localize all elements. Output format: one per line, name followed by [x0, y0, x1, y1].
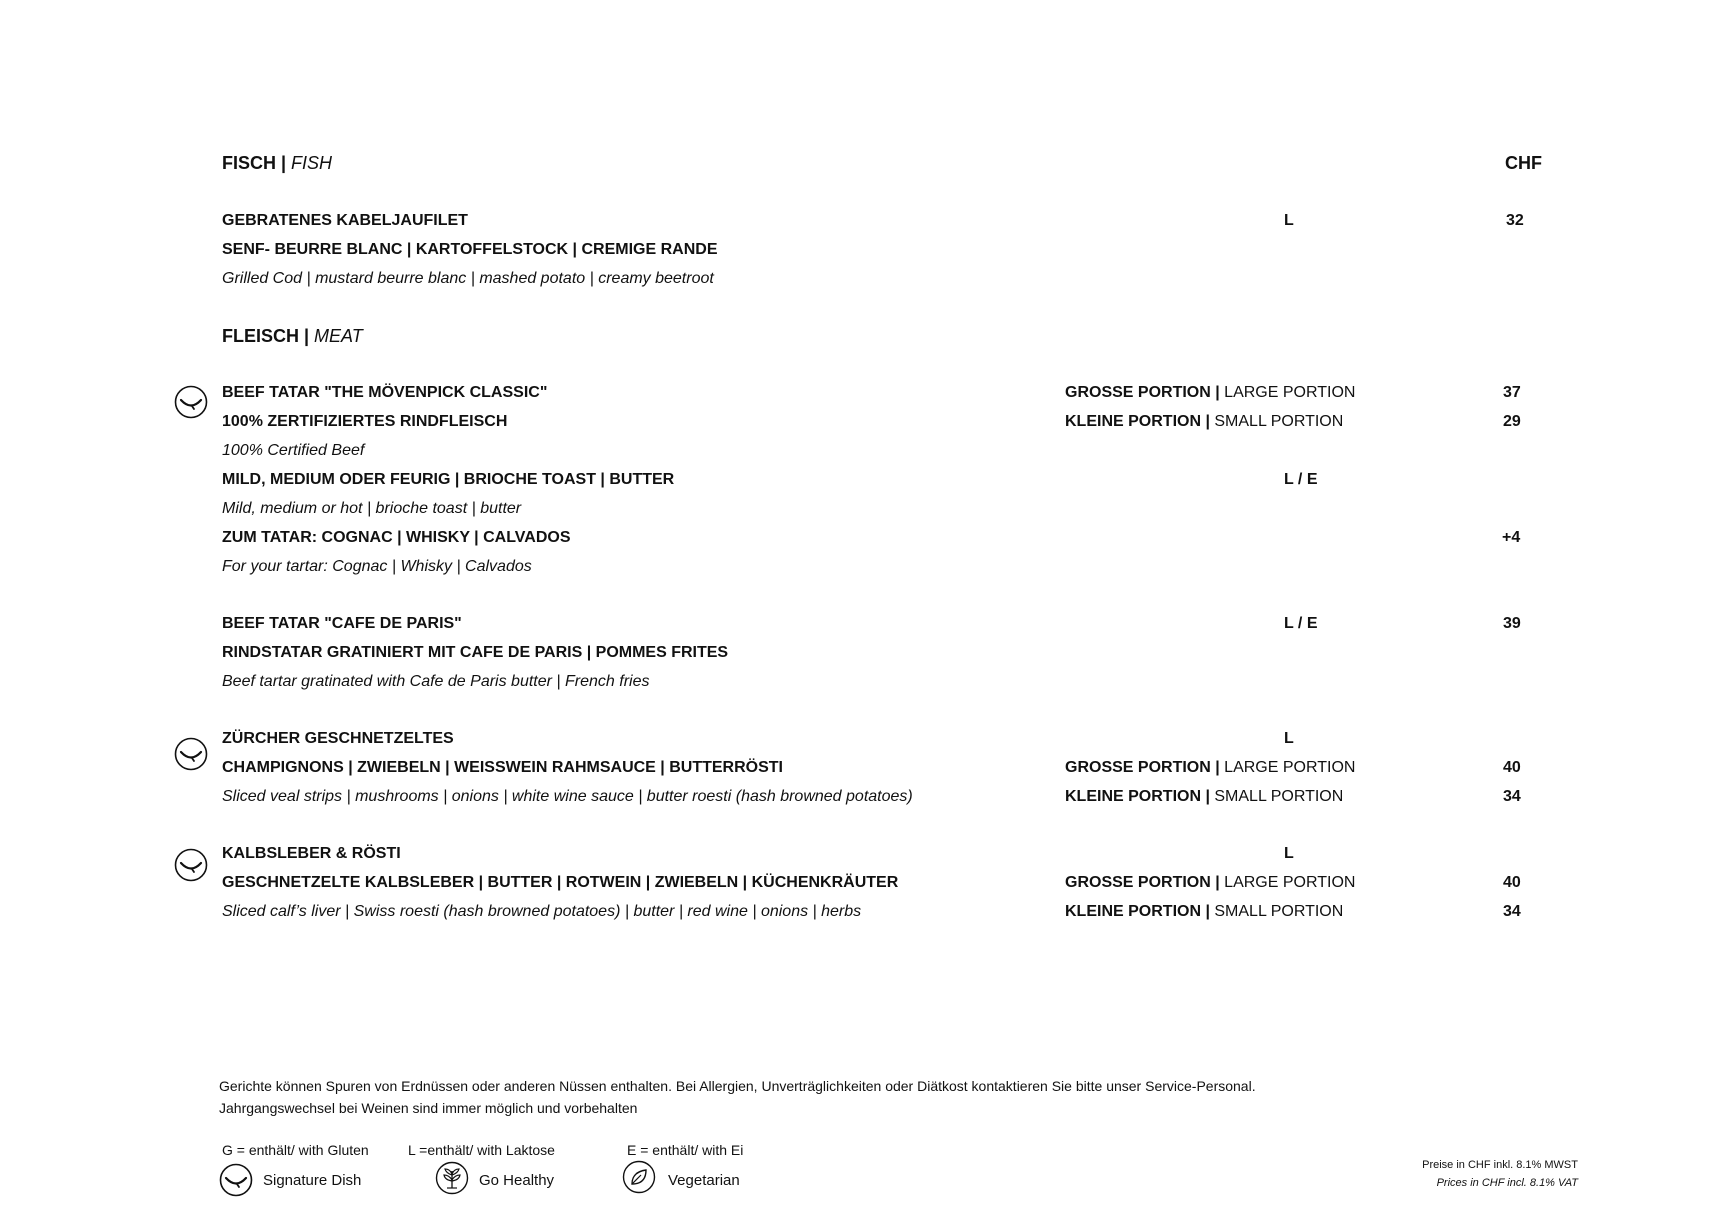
tatar-line3: 100% Certified Beef	[222, 442, 365, 459]
liver-line3: Sliced calf’s liver | Swiss roesti (hash browned potatoes) | butter | red wine | onions | herbs	[222, 903, 862, 920]
section-title-meat	[222, 325, 363, 347]
zurich-line2: CHAMPIGNONS | ZWIEBELN | WEISSWEIN RAHMSAUCE | BUTTERRÖSTI	[222, 759, 783, 776]
zurich-large-portion	[1065, 758, 1355, 778]
tatar-large-portion-de: GROSSE PORTION |	[1065, 384, 1225, 401]
section-title-fish-en: FISH	[291, 153, 333, 173]
tatar-large-portion	[1065, 383, 1355, 403]
paris-title: BEEF TATAR "CAFE DE PARIS"	[222, 615, 462, 632]
paris-allergen: L / E	[1284, 615, 1318, 632]
legend-signature-label: Signature Dish	[263, 1172, 362, 1189]
cod-allergen: L	[1284, 212, 1294, 229]
legend-vegetarian-label: Vegetarian	[668, 1172, 740, 1189]
tatar-line5: Mild, medium or hot | brioche toast | butter	[222, 500, 522, 517]
tatar-price-small: 29	[1503, 413, 1521, 430]
tatar-small-portion	[1065, 412, 1343, 432]
liver-price-small: 34	[1503, 903, 1521, 920]
section-title-meat-en: MEAT	[314, 326, 363, 346]
zurich-allergen: L	[1284, 730, 1294, 747]
liver-large-portion	[1065, 873, 1355, 893]
tatar-line6: ZUM TATAR: COGNAC | WHISKY | CALVADOS	[222, 529, 571, 546]
zurich-small-portion-de: KLEINE PORTION |	[1065, 788, 1215, 805]
zurich-large-portion-en: LARGE PORTION	[1224, 759, 1356, 776]
tatar-line7: For your tartar: Cognac | Whisky | Calvados	[222, 558, 532, 575]
tatar-line2: 100% ZERTIFIZIERTES RINDFLEISCH	[222, 413, 508, 430]
cod-desc-en: Grilled Cod | mustard beurre blanc | mashed potato | creamy beetroot	[222, 270, 714, 287]
tatar-allergen: L / E	[1284, 471, 1318, 488]
legend-lactose: L =enthält/ with Laktose	[408, 1142, 555, 1158]
liver-line2: GESCHNETZELTE KALBSLEBER | BUTTER | ROTWEIN | ZWIEBELN | KÜCHENKRÄUTER	[222, 874, 899, 891]
tatar-price-large: 37	[1503, 384, 1521, 401]
liver-large-portion-de: GROSSE PORTION |	[1065, 874, 1225, 891]
signature-dish-icon	[174, 848, 208, 882]
legend-egg: E = enthält/ with Ei	[627, 1142, 744, 1158]
zurich-price-large: 40	[1503, 759, 1521, 776]
legend-healthy-label: Go Healthy	[479, 1172, 555, 1189]
zurich-line3: Sliced veal strips | mushrooms | onions | white wine sauce | butter roesti (hash browned potatoes)	[222, 788, 913, 805]
liver-price-large: 40	[1503, 874, 1521, 891]
paris-line2: RINDSTATAR GRATINIERT MIT CAFE DE PARIS | POMMES FRITES	[222, 644, 729, 661]
zurich-title: ZÜRCHER GESCHNETZELTES	[222, 730, 454, 747]
vat-note-en: Prices in CHF incl. 8.1% VAT	[1436, 1177, 1578, 1189]
tatar-small-portion-en: SMALL PORTION	[1214, 413, 1344, 430]
signature-dish-icon	[219, 1163, 253, 1197]
paris-line3: Beef tartar gratinated with Cafe de Paris butter | French fries	[222, 673, 650, 690]
section-title-meat-de: FLEISCH |	[222, 326, 315, 346]
liver-title: KALBSLEBER & RÖSTI	[222, 845, 401, 862]
footer-note-allergy: Gerichte können Spuren von Erdnüssen oder anderen Nüssen enthalten. Bei Allergien, Unverträglichkeiten oder Diätkost kontaktieren Sie bitte unser Service-Personal.	[219, 1078, 1256, 1094]
tatar-large-portion-en: LARGE PORTION	[1224, 384, 1356, 401]
section-title-fish-de: FISCH |	[222, 153, 292, 173]
paris-price: 39	[1503, 615, 1521, 632]
section-title-fish	[222, 152, 332, 174]
liver-small-portion-en: SMALL PORTION	[1214, 903, 1344, 920]
cod-title: GEBRATENES KABELJAUFILET	[222, 212, 468, 229]
zurich-price-small: 34	[1503, 788, 1521, 805]
go-healthy-icon	[435, 1161, 469, 1195]
liver-allergen: L	[1284, 845, 1294, 862]
tatar-small-portion-de: KLEINE PORTION |	[1065, 413, 1215, 430]
legend-gluten: G = enthält/ with Gluten	[222, 1142, 369, 1158]
signature-dish-icon	[174, 385, 208, 419]
tatar-title: BEEF TATAR "THE MÖVENPICK CLASSIC"	[222, 384, 548, 401]
zurich-small-portion	[1065, 787, 1343, 807]
liver-small-portion-de: KLEINE PORTION |	[1065, 903, 1215, 920]
liver-large-portion-en: LARGE PORTION	[1224, 874, 1356, 891]
tatar-line4: MILD, MEDIUM ODER FEURIG | BRIOCHE TOAST | BUTTER	[222, 471, 675, 488]
signature-dish-icon	[174, 737, 208, 771]
vegetarian-leaf-icon	[622, 1160, 656, 1194]
zurich-large-portion-de: GROSSE PORTION |	[1065, 759, 1225, 776]
footer-note-vintage: Jahrgangswechsel bei Weinen sind immer möglich und vorbehalten	[219, 1100, 638, 1116]
cod-desc-de: SENF- BEURRE BLANC | KARTOFFELSTOCK | CREMIGE RANDE	[222, 241, 718, 258]
vat-note-de: Preise in CHF inkl. 8.1% MWST	[1422, 1159, 1578, 1171]
cod-price: 32	[1506, 212, 1524, 229]
liver-small-portion	[1065, 902, 1343, 922]
tatar-price-extra: +4	[1502, 529, 1521, 546]
currency-label: CHF	[1505, 153, 1542, 173]
zurich-small-portion-en: SMALL PORTION	[1214, 788, 1344, 805]
